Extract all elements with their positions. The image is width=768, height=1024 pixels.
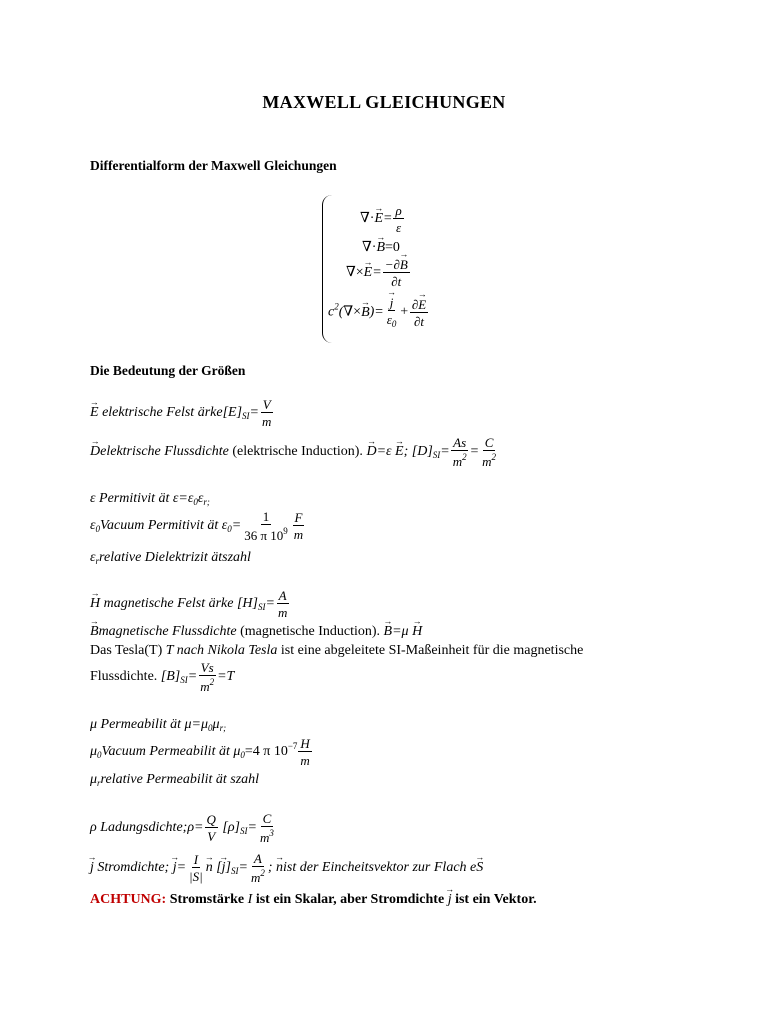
permeability-line: μ Permeabilit ät $\mu=\mu_0\mu_{r;}$ [90, 717, 227, 733]
permittivity-line: ε Permitivit ät $\varepsilon=\varepsilon_0\varepsilon_{r;}$ [90, 491, 210, 507]
page-title: MAXWELL GLEICHUNGEN [262, 92, 506, 112]
e-field-line: → E elektrische Felst $ärke[E]_{SI}=$ $\frac{V}{m}$ [90, 398, 274, 428]
current-density-line: → j Stromdichte; → j= $\frac{I}{|S|}$ → n [→ $j]_{SI}=$ $\frac{A}{m^2}$ ; → nist der Eincheitsvektor zur Flach e→ S [90, 852, 483, 884]
section-heading-differential: Differentialform der Maxwell Gleichungen [90, 158, 337, 173]
vacuum-permeability-line: $\mu_0Vacuum$ Permeabilit ät $\mu_0=4$ π $10^{-7}$ $\frac{H}{m}$ [90, 736, 310, 768]
vacuum-permittivity-line: $\varepsilon_0Vacuum$ Permitivit ät $\varepsilon_0=$ $\frac{1}{36 \pi 10^9}$ $\frac{F}{m}$ [90, 509, 304, 543]
relative-permittivity-line: $\varepsilon_rrelative$ Dielektrizit ätszahl [90, 550, 251, 566]
gauss-magnetism-equation: ∇·→ B=0 [362, 239, 400, 256]
ampere-law-equation: $c^2(\nabla\times\to B)=$ → $\frac{j}{\varepsilon_0}$ + $\frac{\partial\to E}{\partial t}$ [328, 296, 429, 329]
tesla-unit-line: Flussdichte. $[B]_{SI}=$ $\frac{Vs}{m^2}$ =T [90, 660, 235, 694]
charge-density-line: ρ Ladungsdichte;ρ= $\frac{Q}{V}$ $[\rho]_{SI}=$ $\frac{C}{m^3}$ [90, 811, 274, 845]
warning-line: ACHTUNG: Stromstärke I ist ein Skalar, aber Stromdichte → j ist ein Vektor. [90, 892, 537, 908]
h-field-line: → H magnetische Felst ärke $[H]_{SI}=$ $\frac{A}{m}$ [90, 589, 290, 619]
tesla-paragraph: Das Tesla(T) T nach Nikola Tesla ist eine abgeleitete SI-Maßeinheit für die magnetische [90, 643, 584, 658]
d-field-line: → Delektrische Flussdichte (elektrische Induction). → D=ε → E; $[D]_{SI}=$ $\frac{As}{m^2}$ = $\frac{C}{m^2}$ [90, 436, 499, 468]
section-heading-quantities: Die Bedeutung der Größen [90, 363, 246, 378]
relative-permeability-line: $\mu_rrelative$ Permeabilit ät szahl [90, 772, 260, 788]
gauss-law-equation: ∇·→ E= $\frac{\rho}{\varepsilon}$ [360, 204, 405, 234]
b-field-line: → Bmagnetische Flussdichte (magnetische Induction). → B=μ → H [90, 624, 422, 640]
faraday-law-equation: ∇×→ E= $\frac{-\partial\to B}{\partial t}$ [346, 258, 411, 288]
